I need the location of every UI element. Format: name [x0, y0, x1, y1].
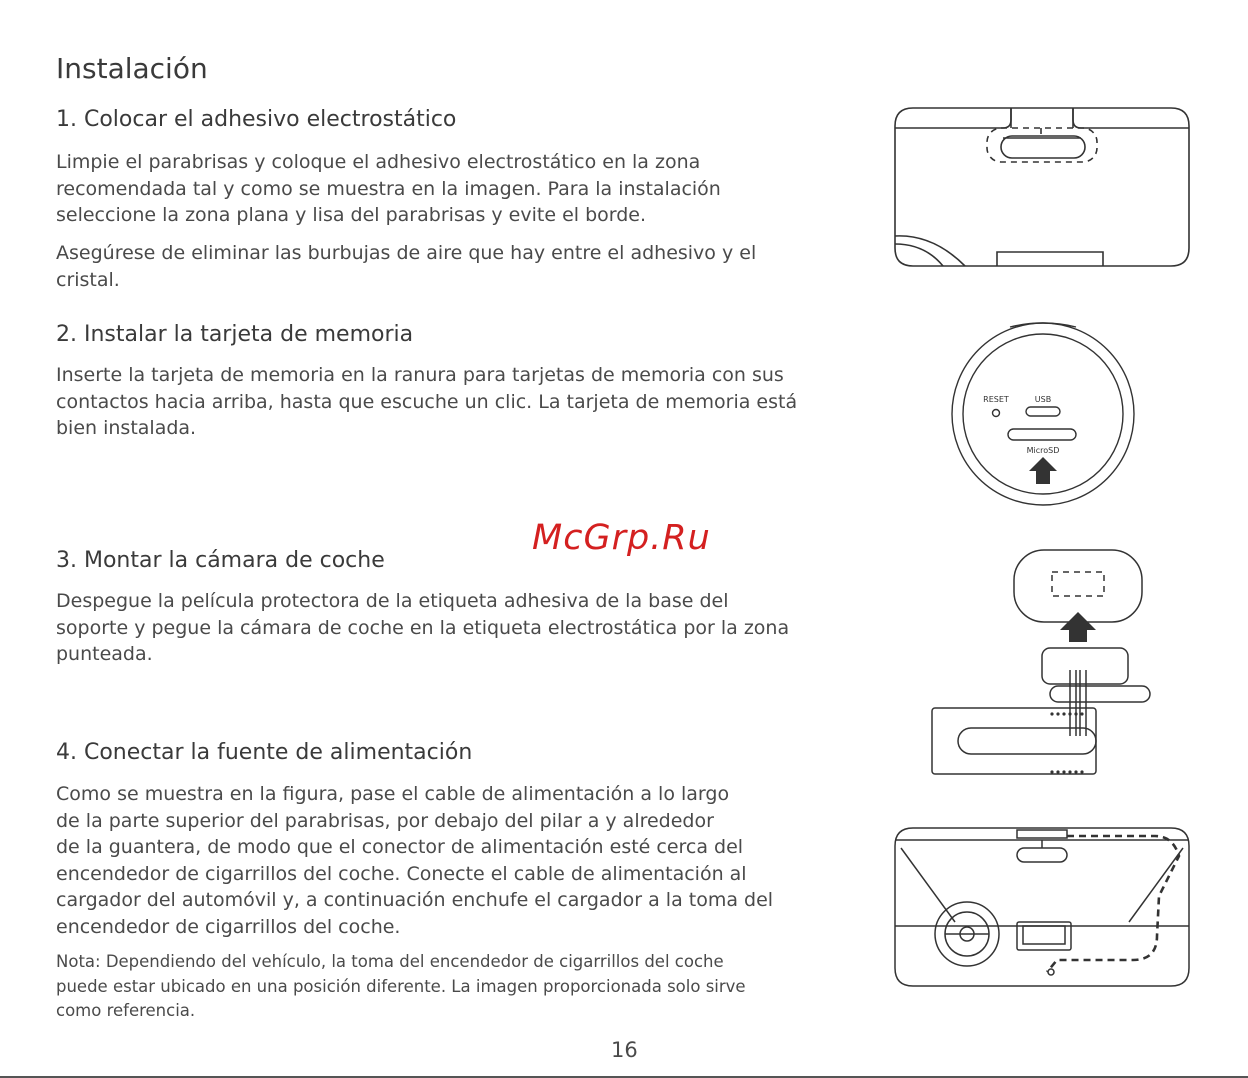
- camera-mount-illustration: [930, 546, 1156, 778]
- text-line: cristal.: [56, 268, 120, 291]
- text-line: encendedor de cigarrillos del coche.: [56, 915, 401, 938]
- text-line: Inserte la tarjeta de memoria en la ranura para tarjetas de memoria con sus: [56, 364, 784, 386]
- text-line: cargador del automóvil y, a continuación enchufe el cargador a la toma del: [56, 889, 774, 911]
- text-line: punteada.: [56, 643, 153, 665]
- section-3-paragraph: [56, 588, 789, 668]
- text-line: soporte y pegue la cámara de coche en la etiqueta electrostática por la zona: [56, 616, 790, 639]
- section-4-note: [56, 950, 746, 1024]
- text-line: Asegúrese de eliminar las burbujas de aire que hay entre el adhesivo y el: [56, 242, 757, 264]
- text-line: encendedor de cigarrillos del coche. Conecte el cable de alimentación al: [56, 862, 747, 885]
- section-2-paragraph: [56, 362, 797, 442]
- section-4-paragraph: [56, 781, 773, 940]
- section-4-heading: 4. Conectar la fuente de alimentación: [56, 740, 473, 765]
- microsd-label: MicroSD: [1026, 446, 1060, 455]
- memory-card-slot-illustration: [950, 321, 1136, 507]
- text-line: seleccione la zona plana y lisa del parabrisas y evite el borde.: [56, 204, 647, 226]
- text-line: bien instalada.: [56, 417, 197, 439]
- reset-label: RESET: [983, 395, 1009, 404]
- note-line: como referencia.: [56, 1001, 196, 1020]
- text-line: recomendada tal y como se muestra en la imagen. Para la instalación: [56, 177, 721, 200]
- page-title: Instalación: [56, 52, 208, 85]
- usb-label: USB: [1034, 395, 1052, 404]
- note-line: puede estar ubicado en una posición diferente. La imagen proporcionada solo sirve: [56, 976, 746, 996]
- text-line: contactos hacia arriba, hasta que escuche un clic. La tarjeta de memoria está: [56, 390, 798, 413]
- attach-arrow-icon: [1060, 612, 1096, 642]
- text-line: Como se muestra en la figura, pase el cable de alimentación a lo largo: [56, 783, 730, 805]
- power-cable-routing-illustration: [893, 826, 1191, 988]
- section-3-heading: 3. Montar la cámara de coche: [56, 548, 385, 573]
- note-line: Nota: Dependiendo del vehículo, la toma del encendedor de cigarrillos del coche: [56, 952, 724, 971]
- page-number: 16: [611, 1038, 638, 1062]
- section-2-heading: 2. Instalar la tarjeta de memoria: [56, 322, 414, 347]
- insert-arrow-icon: [1029, 457, 1057, 484]
- text-line: Despegue la película protectora de la etiqueta adhesiva de la base del: [56, 590, 729, 612]
- section-1-heading: 1. Colocar el adhesivo electrostático: [56, 107, 457, 132]
- windshield-adhesive-illustration: [893, 106, 1191, 268]
- text-line: de la parte superior del parabrisas, por debajo del pilar a y alrededor: [56, 809, 714, 832]
- section-1-paragraph-2: [56, 240, 756, 293]
- watermark-text: McGrp.Ru: [532, 518, 711, 558]
- text-line: Limpie el parabrisas y coloque el adhesivo electrostático en la zona: [56, 151, 701, 173]
- section-1-paragraph-1: [56, 149, 721, 229]
- text-line: de la guantera, de modo que el conector de alimentación esté cerca del: [56, 836, 744, 858]
